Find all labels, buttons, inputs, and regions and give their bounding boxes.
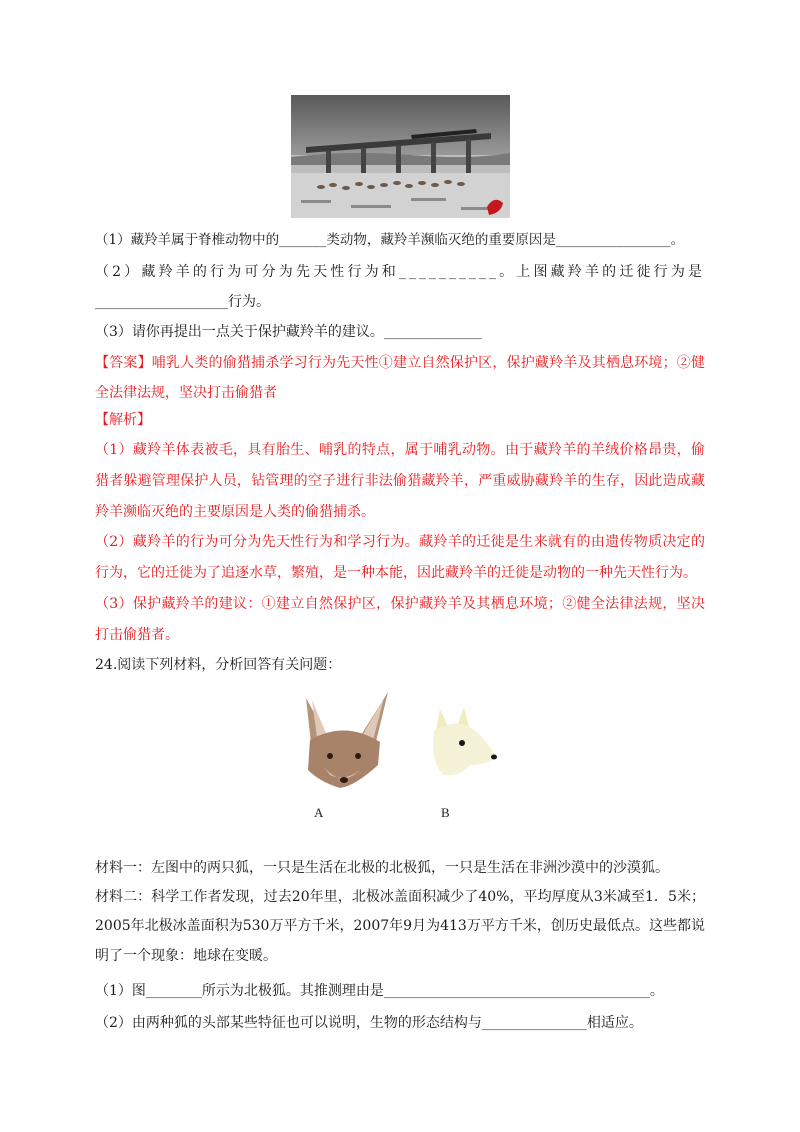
- q23-question-2-part-b: ___________________行为。: [95, 294, 270, 310]
- analysis-1-line-1: （1）藏羚羊体表被毛，具有胎生、哺乳的特点，属于哺乳动物。由于藏羚羊的羊绒价格昂贵，偷: [95, 442, 705, 458]
- material-2-line-3: 明了一个现象：地球在变暖。: [95, 948, 277, 964]
- answer-line-1: 【答案】哺乳人类的偷猎捕杀学习行为先天性①建立自然保护区，保护藏羚羊及其栖息环境；②健: [95, 355, 705, 371]
- fox-label-a: A: [314, 805, 324, 820]
- material-2-line-1: 材料二：科学工作者发现，过去20年里，北极冰盖面积减少了40%，平均厚度从3米减至1．5米；: [95, 889, 705, 905]
- answer-line-2: 全法律法规，坚决打击偷猎者: [95, 385, 277, 401]
- analysis-1-line-3: 羚羊濒临灭绝的主要原因是人类的偷猎捕杀。: [95, 504, 375, 520]
- analysis-2-line-2: 行为，它的迁徙为了追逐水草，繁殖，是一种本能，因此藏羚羊的迁徙是动物的一种先天性行为。: [95, 565, 697, 581]
- analysis-heading: 【解析】: [95, 412, 151, 428]
- q24-question-2: （2）由两种狐的头部某些特征也可以说明，生物的形态结构与_______________相适应。: [95, 1015, 643, 1031]
- material-1: 材料一：左图中的两只狐，一只是生活在北极的北极狐，一只是生活在非洲沙漠中的沙漠狐。: [95, 860, 669, 876]
- desert-fox-image: [300, 690, 390, 790]
- q23-question-3: （3）请你再提出一点关于保护藏羚羊的建议。______________: [95, 324, 482, 340]
- analysis-2-line-1: （2）藏羚羊的行为可分为先天性行为和学习行为。藏羚羊的迁徙是生来就有的由遗传物质决定的: [95, 534, 705, 550]
- fox-label-b: B: [441, 805, 450, 820]
- arctic-fox-image: [430, 705, 500, 785]
- q24-question-1: （1）图________所示为北极狐。其推测理由是______________________________________。: [95, 983, 664, 999]
- q23-question-2-part-a: （2）藏羚羊的行为可分为先天性行为和__________。上图藏羚羊的迁徙行为是: [95, 264, 705, 280]
- analysis-3-line-2: 打击偷猎者。: [95, 627, 179, 643]
- antelope-migration-photo: [291, 95, 510, 218]
- analysis-1-line-2: 猎者躲避管理保护人员，钻管理的空子进行非法偷猎藏羚羊，严重威胁藏羚羊的生存，因此造成藏: [95, 473, 705, 489]
- q23-question-1: （1）藏羚羊属于脊椎动物中的_______类动物，藏羚羊濒临灭绝的重要原因是_________________。: [95, 232, 685, 248]
- q24-title: 24.阅读下列材料，分析回答有关问题：: [95, 657, 342, 673]
- material-2-line-2: 2005年北极冰盖面积为530万平方千米，2007年9月为413万平方千米，创历史最低点。这些都说: [95, 918, 705, 934]
- analysis-3-line-1: （3）保护藏羚羊的建议：①建立自然保护区，保护藏羚羊及其栖息环境；②健全法律法规，坚决: [95, 596, 705, 612]
